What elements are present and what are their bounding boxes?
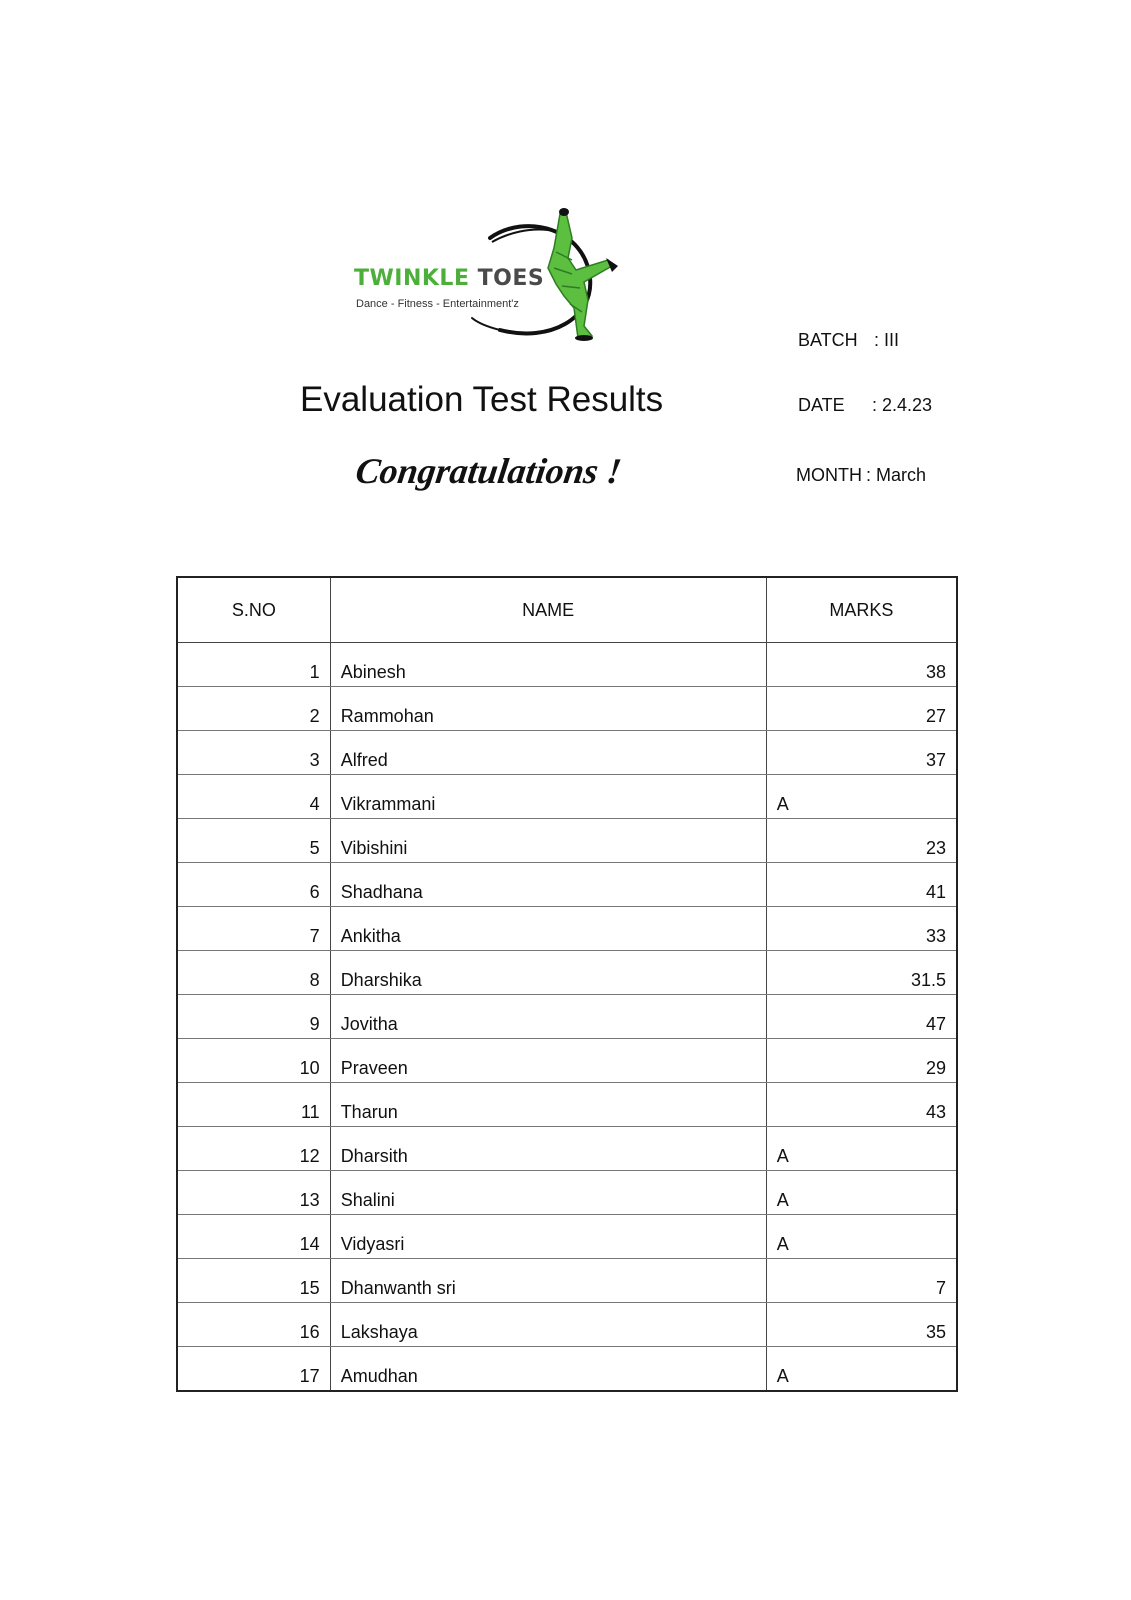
table-row xyxy=(177,995,957,1039)
name-cell: Rammohan xyxy=(330,687,766,731)
brand-name xyxy=(354,266,544,291)
table-row xyxy=(177,643,957,687)
name-cell: Tharun xyxy=(330,1083,766,1127)
name-cell: Shadhana xyxy=(330,863,766,907)
date-field xyxy=(798,395,932,416)
marks-cell: 23 xyxy=(766,819,957,863)
sno-cell: 5 xyxy=(177,819,330,863)
table-row xyxy=(177,1347,957,1391)
header-marks: MARKS xyxy=(766,577,957,643)
date-value: : 2.4.23 xyxy=(872,395,933,415)
brand-word-twinkle: TWINKLE xyxy=(354,266,470,291)
table-row xyxy=(177,687,957,731)
marks-cell: A xyxy=(766,1171,957,1215)
date-label: DATE xyxy=(798,395,845,415)
name-cell: Lakshaya xyxy=(330,1303,766,1347)
sno-cell: 13 xyxy=(177,1171,330,1215)
marks-cell: A xyxy=(766,1347,957,1391)
brand-tagline: Dance - Fitness - Entertainment'z xyxy=(356,298,519,310)
month-label: MONTH xyxy=(796,465,862,485)
name-cell: Vibishini xyxy=(330,819,766,863)
batch-label: BATCH xyxy=(798,330,858,350)
marks-cell: 37 xyxy=(766,731,957,775)
results-table xyxy=(176,576,958,1392)
name-cell: Dharshika xyxy=(330,951,766,995)
header-sno: S.NO xyxy=(177,577,330,643)
marks-cell: 29 xyxy=(766,1039,957,1083)
sno-cell: 3 xyxy=(177,731,330,775)
month-field xyxy=(796,465,926,486)
table-row xyxy=(177,1127,957,1171)
name-cell: Amudhan xyxy=(330,1347,766,1391)
table-row xyxy=(177,1083,957,1127)
twinkle-toes-logo xyxy=(350,208,640,348)
marks-cell: 41 xyxy=(766,863,957,907)
table-row xyxy=(177,1215,957,1259)
table-row xyxy=(177,731,957,775)
name-cell: Dhanwanth sri xyxy=(330,1259,766,1303)
marks-cell: 7 xyxy=(766,1259,957,1303)
table-row xyxy=(177,1171,957,1215)
name-cell: Alfred xyxy=(330,731,766,775)
sno-cell: 7 xyxy=(177,907,330,951)
table-row xyxy=(177,1303,957,1347)
batch-value: : III xyxy=(874,330,900,350)
marks-cell: A xyxy=(766,1215,957,1259)
name-cell: Vidyasri xyxy=(330,1215,766,1259)
header-name: NAME xyxy=(330,577,766,643)
table-row xyxy=(177,951,957,995)
name-cell: Praveen xyxy=(330,1039,766,1083)
table-row xyxy=(177,907,957,951)
name-cell: Jovitha xyxy=(330,995,766,1039)
name-cell: Dharsith xyxy=(330,1127,766,1171)
sno-cell: 14 xyxy=(177,1215,330,1259)
marks-cell: 35 xyxy=(766,1303,957,1347)
name-cell: Ankitha xyxy=(330,907,766,951)
sno-cell: 16 xyxy=(177,1303,330,1347)
marks-cell: 31.5 xyxy=(766,951,957,995)
sno-cell: 8 xyxy=(177,951,330,995)
marks-cell: A xyxy=(766,1127,957,1171)
table-header-row xyxy=(177,577,957,643)
marks-cell: 47 xyxy=(766,995,957,1039)
marks-cell: 38 xyxy=(766,643,957,687)
sno-cell: 12 xyxy=(177,1127,330,1171)
marks-cell: 33 xyxy=(766,907,957,951)
marks-cell: A xyxy=(766,775,957,819)
sno-cell: 4 xyxy=(177,775,330,819)
name-cell: Vikrammani xyxy=(330,775,766,819)
congratulations-heading: Congratulations ! xyxy=(353,451,624,491)
sno-cell: 2 xyxy=(177,687,330,731)
sno-cell: 10 xyxy=(177,1039,330,1083)
sno-cell: 9 xyxy=(177,995,330,1039)
batch-field xyxy=(798,330,899,351)
name-cell: Abinesh xyxy=(330,643,766,687)
sno-cell: 1 xyxy=(177,643,330,687)
marks-cell: 43 xyxy=(766,1083,957,1127)
page-title: Evaluation Test Results xyxy=(300,380,664,419)
marks-cell: 27 xyxy=(766,687,957,731)
table-row xyxy=(177,1259,957,1303)
table-row xyxy=(177,775,957,819)
table-row xyxy=(177,1039,957,1083)
sno-cell: 11 xyxy=(177,1083,330,1127)
sno-cell: 15 xyxy=(177,1259,330,1303)
brand-word-toes: TOES xyxy=(477,266,545,291)
table-row xyxy=(177,819,957,863)
name-cell: Shalini xyxy=(330,1171,766,1215)
sno-cell: 6 xyxy=(177,863,330,907)
table-row xyxy=(177,863,957,907)
month-value: : March xyxy=(866,465,927,485)
sno-cell: 17 xyxy=(177,1347,330,1391)
